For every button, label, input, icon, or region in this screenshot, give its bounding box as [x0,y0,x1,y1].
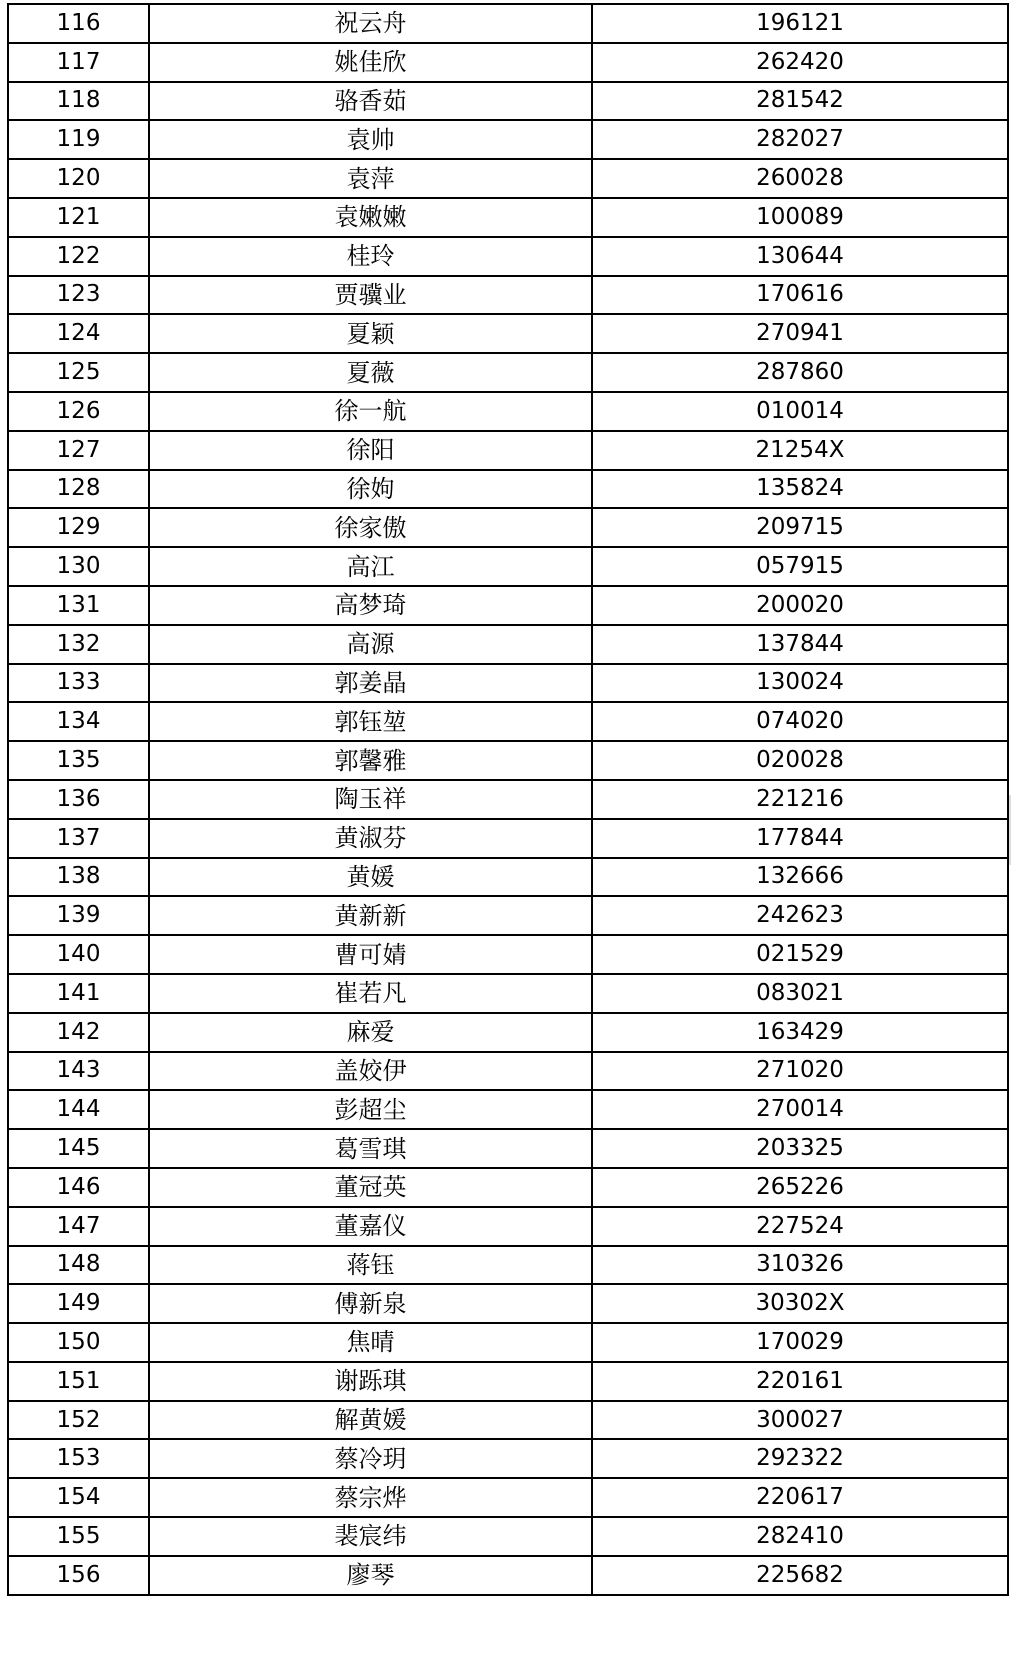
id-code-cell: 163429 [592,1013,1008,1052]
table-row [8,1362,1008,1401]
row-number-cell: 151 [8,1362,149,1401]
table-row [8,159,1008,198]
id-code-cell: 020028 [592,741,1008,780]
id-code-cell: 260028 [592,159,1008,198]
person-name-cell: 盖姣伊 [149,1052,592,1091]
id-code-cell: 083021 [592,974,1008,1013]
person-name-cell: 徐姁 [149,470,592,509]
table-row [8,1129,1008,1168]
id-code-cell: 225682 [592,1556,1008,1595]
id-code-cell: 265226 [592,1168,1008,1207]
table-row [8,1401,1008,1440]
table-row [8,1013,1008,1052]
row-number-cell: 132 [8,625,149,664]
table-row [8,1246,1008,1285]
row-number-cell: 147 [8,1207,149,1246]
row-number-cell: 149 [8,1284,149,1323]
id-code-cell: 21254X [592,431,1008,470]
person-name-cell: 徐阳 [149,431,592,470]
person-name-cell: 黄媛 [149,858,592,897]
table-row [8,896,1008,935]
id-code-cell: 282027 [592,120,1008,159]
row-number-cell: 145 [8,1129,149,1168]
table-row [8,625,1008,664]
id-code-cell: 270941 [592,314,1008,353]
row-number-cell: 148 [8,1246,149,1285]
person-name-cell: 贾骥业 [149,276,592,315]
table-row [8,1478,1008,1517]
table-row [8,82,1008,121]
id-code-cell: 137844 [592,625,1008,664]
row-number-cell: 118 [8,82,149,121]
id-code-cell: 130644 [592,237,1008,276]
table-row [8,1052,1008,1091]
table-row [8,353,1008,392]
person-name-cell: 焦晴 [149,1323,592,1362]
row-number-cell: 121 [8,198,149,237]
id-code-cell: 057915 [592,547,1008,586]
id-code-cell: 287860 [592,353,1008,392]
person-name-cell: 廖琴 [149,1556,592,1595]
person-name-cell: 骆香茹 [149,82,592,121]
person-name-cell: 夏颖 [149,314,592,353]
id-code-cell: 227524 [592,1207,1008,1246]
table-row [8,1439,1008,1478]
id-code-cell: 220617 [592,1478,1008,1517]
row-number-cell: 135 [8,741,149,780]
id-code-cell: 221216 [592,780,1008,819]
person-name-cell: 陶玉祥 [149,780,592,819]
id-code-cell: 021529 [592,935,1008,974]
id-code-cell: 170616 [592,276,1008,315]
table-row [8,431,1008,470]
id-code-cell: 271020 [592,1052,1008,1091]
id-code-cell: 132666 [592,858,1008,897]
person-name-cell: 谢跞琪 [149,1362,592,1401]
row-number-cell: 124 [8,314,149,353]
id-code-cell: 203325 [592,1129,1008,1168]
person-name-cell: 徐家傲 [149,508,592,547]
table-row [8,547,1008,586]
person-name-cell: 蒋钰 [149,1246,592,1285]
person-name-cell: 祝云舟 [149,4,592,43]
table-row [8,741,1008,780]
row-number-cell: 134 [8,702,149,741]
row-number-cell: 146 [8,1168,149,1207]
person-name-cell: 蔡宗烨 [149,1478,592,1517]
row-number-cell: 129 [8,508,149,547]
person-name-cell: 郭馨雅 [149,741,592,780]
id-code-cell: 220161 [592,1362,1008,1401]
row-number-cell: 123 [8,276,149,315]
row-number-cell: 154 [8,1478,149,1517]
table-row [8,1284,1008,1323]
table-row [8,198,1008,237]
id-code-cell: 262420 [592,43,1008,82]
id-code-cell: 100089 [592,198,1008,237]
person-name-cell: 袁嫩嫩 [149,198,592,237]
row-number-cell: 133 [8,664,149,703]
table-row [8,4,1008,43]
table-row [8,819,1008,858]
table-row [8,1090,1008,1129]
person-name-cell: 曹可婧 [149,935,592,974]
table-row [8,120,1008,159]
person-name-cell: 董冠英 [149,1168,592,1207]
row-number-cell: 125 [8,353,149,392]
person-name-cell: 董嘉仪 [149,1207,592,1246]
person-name-cell: 黄新新 [149,896,592,935]
row-number-cell: 139 [8,896,149,935]
id-code-cell: 310326 [592,1246,1008,1285]
id-code-cell: 135824 [592,470,1008,509]
table-row [8,974,1008,1013]
row-number-cell: 153 [8,1439,149,1478]
row-number-cell: 142 [8,1013,149,1052]
row-number-cell: 144 [8,1090,149,1129]
table-row [8,858,1008,897]
table-row [8,664,1008,703]
id-code-cell: 170029 [592,1323,1008,1362]
row-number-cell: 130 [8,547,149,586]
row-number-cell: 150 [8,1323,149,1362]
table-row [8,508,1008,547]
person-name-cell: 裴宸纬 [149,1517,592,1556]
person-name-cell: 高源 [149,625,592,664]
table-row [8,1556,1008,1595]
table-row [8,1323,1008,1362]
person-name-cell: 高江 [149,547,592,586]
person-name-cell: 葛雪琪 [149,1129,592,1168]
person-name-cell: 解黄媛 [149,1401,592,1440]
row-number-cell: 117 [8,43,149,82]
row-number-cell: 131 [8,586,149,625]
id-code-cell: 270014 [592,1090,1008,1129]
person-name-cell: 徐一航 [149,392,592,431]
row-number-cell: 143 [8,1052,149,1091]
row-number-cell: 136 [8,780,149,819]
id-code-cell: 281542 [592,82,1008,121]
id-code-cell: 074020 [592,702,1008,741]
row-number-cell: 141 [8,974,149,1013]
person-name-cell: 高梦琦 [149,586,592,625]
row-number-cell: 140 [8,935,149,974]
table-row [8,1168,1008,1207]
person-name-cell: 郭钰堃 [149,702,592,741]
row-number-cell: 127 [8,431,149,470]
id-code-cell: 130024 [592,664,1008,703]
row-number-cell: 120 [8,159,149,198]
person-name-cell: 傅新泉 [149,1284,592,1323]
person-name-cell: 郭姜晶 [149,664,592,703]
person-name-cell: 夏薇 [149,353,592,392]
id-code-cell: 292322 [592,1439,1008,1478]
person-name-cell: 姚佳欣 [149,43,592,82]
row-number-cell: 119 [8,120,149,159]
table-row [8,935,1008,974]
table-row [8,276,1008,315]
row-number-cell: 122 [8,237,149,276]
id-code-cell: 200020 [592,586,1008,625]
person-name-cell: 崔若凡 [149,974,592,1013]
roster-table [7,3,1009,1596]
table-row [8,470,1008,509]
row-number-cell: 152 [8,1401,149,1440]
id-code-cell: 30302X [592,1284,1008,1323]
row-number-cell: 126 [8,392,149,431]
row-number-cell: 116 [8,4,149,43]
row-number-cell: 128 [8,470,149,509]
person-name-cell: 黄淑芬 [149,819,592,858]
id-code-cell: 010014 [592,392,1008,431]
table-row [8,237,1008,276]
id-code-cell: 209715 [592,508,1008,547]
id-code-cell: 282410 [592,1517,1008,1556]
person-name-cell: 彭超尘 [149,1090,592,1129]
person-name-cell: 袁帅 [149,120,592,159]
table-row [8,1207,1008,1246]
table-row [8,1517,1008,1556]
table-row [8,702,1008,741]
person-name-cell: 桂玲 [149,237,592,276]
id-code-cell: 196121 [592,4,1008,43]
row-number-cell: 137 [8,819,149,858]
table-row [8,314,1008,353]
person-name-cell: 蔡冷玥 [149,1439,592,1478]
table-row [8,586,1008,625]
id-code-cell: 300027 [592,1401,1008,1440]
person-name-cell: 麻爱 [149,1013,592,1052]
table-row [8,392,1008,431]
row-number-cell: 156 [8,1556,149,1595]
person-name-cell: 袁萍 [149,159,592,198]
id-code-cell: 242623 [592,896,1008,935]
table-row [8,43,1008,82]
row-number-cell: 155 [8,1517,149,1556]
roster-table-body [8,4,1008,1595]
row-number-cell: 138 [8,858,149,897]
page-edge-mark [1009,795,1011,865]
table-row [8,780,1008,819]
id-code-cell: 177844 [592,819,1008,858]
